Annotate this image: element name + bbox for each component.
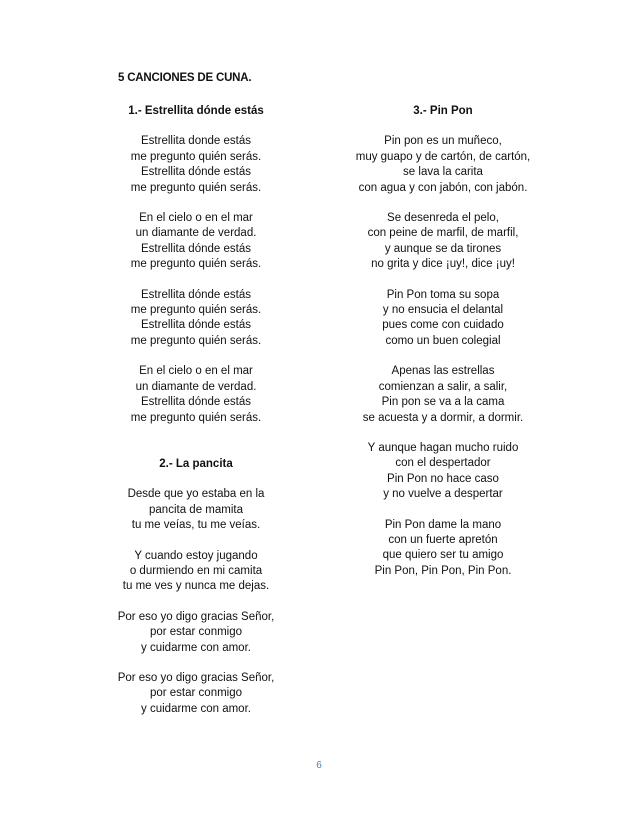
verse-line: Estrellita dónde estás (141, 319, 251, 332)
verse-line: y aunque se da tirones (384, 242, 502, 255)
verse-line: Y cuando estoy jugando (134, 549, 258, 562)
verse-line: se acuesta y a dormir, a dormir. (362, 411, 524, 424)
verse-line: me pregunto quién serás. (130, 181, 262, 194)
verse-line: En el cielo o en el mar (139, 365, 253, 378)
verse-line: Estrellita dónde estás (141, 288, 251, 301)
verse-line: Pin pon se va a la cama (381, 396, 505, 409)
song-3-stanza-2 (338, 211, 548, 273)
page-number: 6 (316, 760, 322, 771)
song-1-stanza-1 (108, 134, 284, 196)
verse-line: con el despertador (395, 457, 491, 470)
verse-line: y no vuelve a despertar (383, 488, 503, 501)
verse-line: con peine de marfil, de marfil, (367, 227, 519, 240)
verse-line: como un buen colegial (385, 334, 501, 347)
verse-line: Pin Pon no hace caso (387, 472, 499, 485)
song-3 (338, 104, 548, 579)
verse-line: comienzan a salir, a salir, (378, 380, 508, 393)
verse-line: y cuidarme con amor. (141, 702, 251, 715)
song-2-heading: 2.- La pancita (159, 457, 233, 470)
verse-line: Pin Pon toma su sopa (386, 288, 500, 301)
document-title: 5 CANCIONES DE CUNA. (118, 72, 252, 84)
verse-line: me pregunto quién serás. (130, 150, 262, 163)
verse-line: Estrellita dónde estás (141, 396, 251, 409)
verse-line: un diamante de verdad. (135, 227, 257, 240)
song-2-stanza-1 (108, 487, 284, 533)
verse-line: Estrellita donde estás (141, 135, 251, 148)
verse-line: con un fuerte apretón (388, 533, 498, 546)
song-1 (108, 104, 284, 717)
verse-line: Estrellita dónde estás (141, 242, 251, 255)
verse-line: me pregunto quién serás. (130, 258, 262, 271)
verse-line: y cuidarme con amor. (141, 641, 251, 654)
verse-line: Pin pon es un muñeco, (384, 135, 502, 148)
verse-line: Por eso yo digo gracias Señor, (117, 610, 275, 623)
verse-line: pancita de mamita (149, 503, 243, 516)
verse-line: me pregunto quién serás. (130, 411, 262, 424)
verse-line: un diamante de verdad. (135, 380, 257, 393)
verse-line: me pregunto quién serás. (130, 334, 262, 347)
verse-line: Se desenreda el pelo, (387, 212, 499, 225)
verse-line: tu me veías, tu me veías. (131, 519, 261, 532)
song-2-stanza-4 (108, 671, 284, 717)
verse-line: Y aunque hagan mucho ruido (367, 441, 519, 454)
verse-line: por estar conmigo (149, 687, 243, 700)
verse-line: muy guapo y de cartón, de cartón, (355, 150, 531, 163)
verse-line: o durmiendo en mi camita (129, 564, 263, 577)
verse-line: Pin Pon, Pin Pon, Pin Pon. (374, 564, 512, 577)
song-1-heading: 1.- Estrellita dónde estás (128, 105, 264, 117)
verse-line: por estar conmigo (149, 626, 243, 639)
verse-line: Apenas las estrellas (391, 365, 495, 378)
song-1-stanza-4 (108, 364, 284, 426)
song-2-stanza-3 (108, 610, 284, 656)
song-2-stanza-2 (108, 549, 284, 595)
verse-line: y no ensucia el delantal (382, 304, 504, 317)
verse-line: Desde que yo estaba en la (127, 488, 265, 501)
song-3-stanza-3 (338, 288, 548, 350)
song-3-heading: 3.- Pin Pon (413, 105, 473, 117)
verse-line: con agua y con jabón, con jabón. (358, 181, 528, 194)
song-3-stanza-6 (338, 518, 548, 580)
verse-line: no grita y dice ¡uy!, dice ¡uy! (371, 258, 515, 271)
verse-line: Pin Pon dame la mano (384, 518, 502, 531)
verse-line: Estrellita dónde estás (141, 166, 251, 179)
verse-line: Por eso yo digo gracias Señor, (117, 671, 275, 684)
verse-line: tu me ves y nunca me dejas. (122, 580, 270, 593)
song-1-stanza-3 (108, 288, 284, 350)
verse-line: En el cielo o en el mar (139, 212, 253, 225)
verse-line: que quiero ser tu amigo (382, 549, 504, 562)
song-1-stanza-2 (108, 211, 284, 273)
verse-line: pues come con cuidado (382, 319, 504, 332)
song-3-stanza-5 (338, 441, 548, 503)
song-3-stanza-4 (338, 364, 548, 426)
verse-line: se lava la carita (403, 166, 483, 179)
verse-line: me pregunto quién serás. (130, 304, 262, 317)
song-3-stanza-1 (338, 134, 548, 196)
